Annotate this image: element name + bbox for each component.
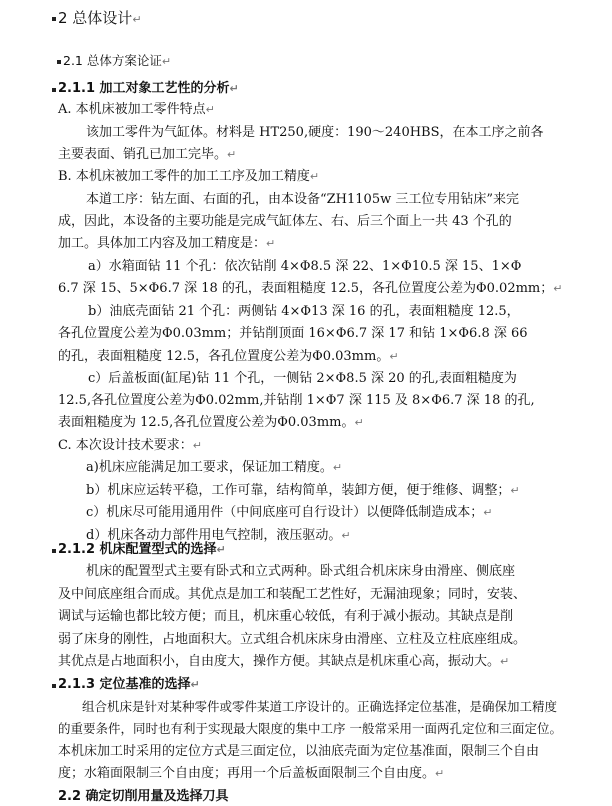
list-item: a)机床应能满足加工要求，保证加工精度。↵ xyxy=(86,460,343,475)
list-item: b）机床应运转平稳，工作可靠，结构简单，装卸方便，便于维修、调整；↵ xyxy=(86,483,520,498)
paragraph-line: 其优点是占地面积小，自由度大，操作方便。其缺点是机床重心高，振动大。↵ xyxy=(58,654,510,669)
paragraph-line: 本道工序：钻左面、右面的孔，由本设备“ZH1105w 三工位专用钻床”来完 xyxy=(86,192,520,207)
subsection-heading: 2.1.1 加工对象工艺性的分析↵ xyxy=(58,81,239,96)
list-item: d）机床各动力部件用电气控制，液压驱动。↵ xyxy=(86,528,351,543)
paragraph-line: 调试与运输也都比较方便；而且，机床重心较低，有利于减小振动。其缺点是削 xyxy=(58,609,514,624)
paragraph-line: b）油底壳面钻 21 个孔：两侧钻 4×Φ13 深 16 的孔，表面粗糙度 12.5， xyxy=(88,304,520,319)
section-heading: 2.2 确定切削用量及选择刀具 xyxy=(58,789,229,804)
heading-marker xyxy=(52,549,56,553)
list-heading: A. 本机床被加工零件特点↵ xyxy=(58,102,215,117)
list-heading: B. 本机床被加工零件的加工工序及加工精度↵ xyxy=(58,169,320,184)
chapter-heading: 2 总体设计↵ xyxy=(58,9,142,27)
subsection-heading: 2.1.2 机床配置型式的选择↵ xyxy=(58,542,226,557)
heading-marker xyxy=(52,88,56,92)
paragraph-line: 及中间底座组合而成。其优点是加工和装配工艺性好，无漏油现象；同时，安装、 xyxy=(58,587,527,602)
paragraph-line: 主要表面、销孔已加工完毕。↵ xyxy=(58,147,237,162)
section-heading: 2.1 总体方案论证↵ xyxy=(63,53,172,68)
list-item: c）机床尽可能用通用件（中间底座可自行设计）以便降低制造成本；↵ xyxy=(86,505,493,520)
paragraph-line: 各孔位置度公差为Φ0.03mm；并钻削顶面 16×Φ6.7 深 17 和钻 1×Φ6.8 深 66 xyxy=(58,326,528,341)
paragraph-line: 机床的配置型式主要有卧式和立式两种。卧式组合机床床身由滑座、侧底座 xyxy=(86,564,516,579)
list-heading: C. 本次设计技术要求：↵ xyxy=(58,438,202,453)
paragraph-line: c）后盖板面(缸尾)钻 11 个孔，一侧钻 2×Φ8.5 深 20 的孔,表面粗糙度为 xyxy=(88,371,517,386)
paragraph-line: 本机床加工时采用的定位方式是三面定位，以油底壳面为定位基准面，限制三个自由 xyxy=(58,744,540,759)
heading-marker xyxy=(52,17,56,21)
paragraph-line: 的重要条件，同时也有利于实现最大限度的集中工序 一般常采用一面两孔定位和三面定位。 xyxy=(58,721,562,736)
paragraph-line: 弱了床身的刚性，占地面积大。立式组合机床床身由滑座、立柱及立柱底座组成。 xyxy=(58,632,527,647)
paragraph-line: 12.5,各孔位置度公差为Φ0.02mm,并钻削 1×Φ7 深 115 及 8×Φ6.7 深 18 的孔, xyxy=(58,393,535,408)
heading-marker xyxy=(57,60,61,64)
paragraph-line: 加工。具体加工内容及加工精度是：↵ xyxy=(58,236,276,251)
paragraph-line: 组合机床是针对某种零件或零件某道工序设计的。正确选择定位基准，是确保加工精度 xyxy=(82,699,558,714)
paragraph-line: 度；水箱面限制三个自由度；再用一个后盖板面限制三个自由度。↵ xyxy=(58,766,445,781)
paragraph-line: 该加工零件为气缸体。材料是 HT250,硬度：190～240HBS，在本工序之前各 xyxy=(86,125,544,140)
paragraph-line: a）水箱面钻 11 个孔：依次钻削 4×Φ8.5 深 22、1×Φ10.5 深 15、1×Φ xyxy=(88,259,522,274)
paragraph-line: 成，因此，本设备的主要功能是完成气缸体左、右、后三个面上一共 43 个孔的 xyxy=(58,214,512,229)
paragraph-line: 表面粗糙度为 12.5,各孔位置度公差为Φ0.03mm。↵ xyxy=(58,415,364,430)
paragraph-line: 的孔，表面粗糙度 12.5，各孔位置度公差为Φ0.03mm。↵ xyxy=(58,349,399,364)
subsection-heading: 2.1.3 定位基准的选择↵ xyxy=(58,677,200,692)
paragraph-line: 6.7 深 15、5×Φ6.7 深 18 的孔，表面粗糙度 12.5，各孔位置度公差为Φ0.02mm；↵ xyxy=(58,281,563,296)
heading-marker xyxy=(52,684,56,688)
